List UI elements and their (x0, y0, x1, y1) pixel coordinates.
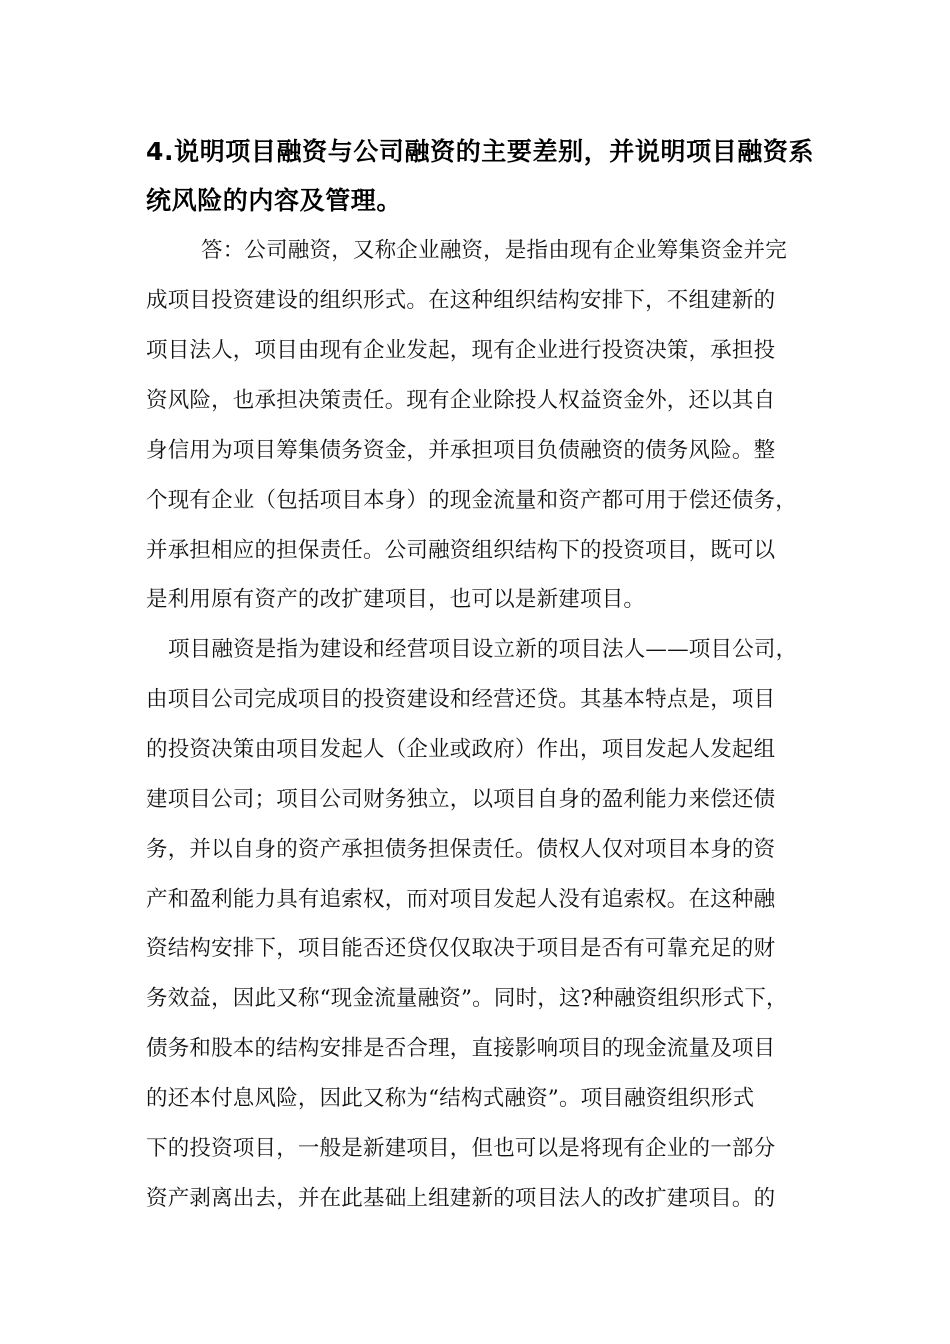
answer-paragraph-2-line-3: 的投资决策由项目发起人（企业或政府）作出，项目发起人发起组 (146, 737, 776, 762)
answer-paragraph-2-line-12: 资产剥离出去，并在此基础上组建新的项目法人的改扩建项目。的 (146, 1186, 776, 1211)
answer-paragraph-2-line-11: 下的投资项目，一般是新建项目，但也可以是将现有企业的一部分 (146, 1136, 776, 1161)
answer-paragraph-1-line-2: 成项目投资建设的组织形式。在这种组织结构安排下，不组建新的 (146, 288, 776, 313)
answer-paragraph-1-line-1: 答：公司融资，又称企业融资，是指由现有企业筹集资金并完 (201, 238, 787, 263)
answer-paragraph-2-line-9: 债务和股本的结构安排是否合理，直接影响项目的现金流量及项目 (146, 1036, 776, 1061)
answer-paragraph-1-line-6: 个现有企业（包括项目本身）的现金流量和资产都可用于偿还债务， (146, 488, 798, 513)
question-heading-line-2: 统风险的内容及管理。 (146, 186, 403, 215)
answer-paragraph-2-line-10: 的还本付息风险，因此又称为“结构式融资”。项目融资组织形式 (146, 1086, 755, 1111)
answer-paragraph-1-line-7: 并承担相应的担保责任。公司融资组织结构下的投资项目，既可以 (146, 538, 776, 563)
answer-paragraph-2-line-5: 务，并以自身的资产承担债务担保责任。债权人仅对项目本身的资 (146, 837, 776, 862)
answer-paragraph-1-line-3: 项目法人，项目由现有企业发起，现有企业进行投资决策，承担投 (146, 338, 776, 363)
question-heading-line-1: 4.说明项目融资与公司融资的主要差别，并说明项目融资系 (146, 137, 815, 166)
answer-paragraph-2-line-7: 资结构安排下，项目能否还贷仅仅取决于项目是否有可靠充足的财 (146, 936, 776, 961)
answer-paragraph-1-line-8: 是利用原有资产的改扩建项目，也可以是新建项目。 (146, 587, 646, 612)
answer-paragraph-2-line-1: 项目融资是指为建设和经营项目设立新的项目法人——项目公司， (168, 637, 798, 662)
answer-paragraph-2-line-2: 由项目公司完成项目的投资建设和经营还贷。其基本特点是，项目 (146, 687, 776, 712)
answer-paragraph-2-line-6: 产和盈利能力具有追索权，而对项目发起人没有追索权。在这种融 (146, 887, 776, 912)
answer-paragraph-2-line-4: 建项目公司；项目公司财务独立，以项目自身的盈利能力来偿还债 (146, 787, 776, 812)
answer-paragraph-1-line-4: 资风险，也承担决策责任。现有企业除投人权益资金外，还以其自 (146, 388, 776, 413)
answer-paragraph-2-line-8: 务效益，因此又称“现金流量融资”。同时，这?种融资组织形式下， (146, 986, 788, 1011)
answer-paragraph-1-line-5: 身信用为项目筹集债务资金，并承担项目负债融资的债务风险。整 (146, 438, 776, 463)
